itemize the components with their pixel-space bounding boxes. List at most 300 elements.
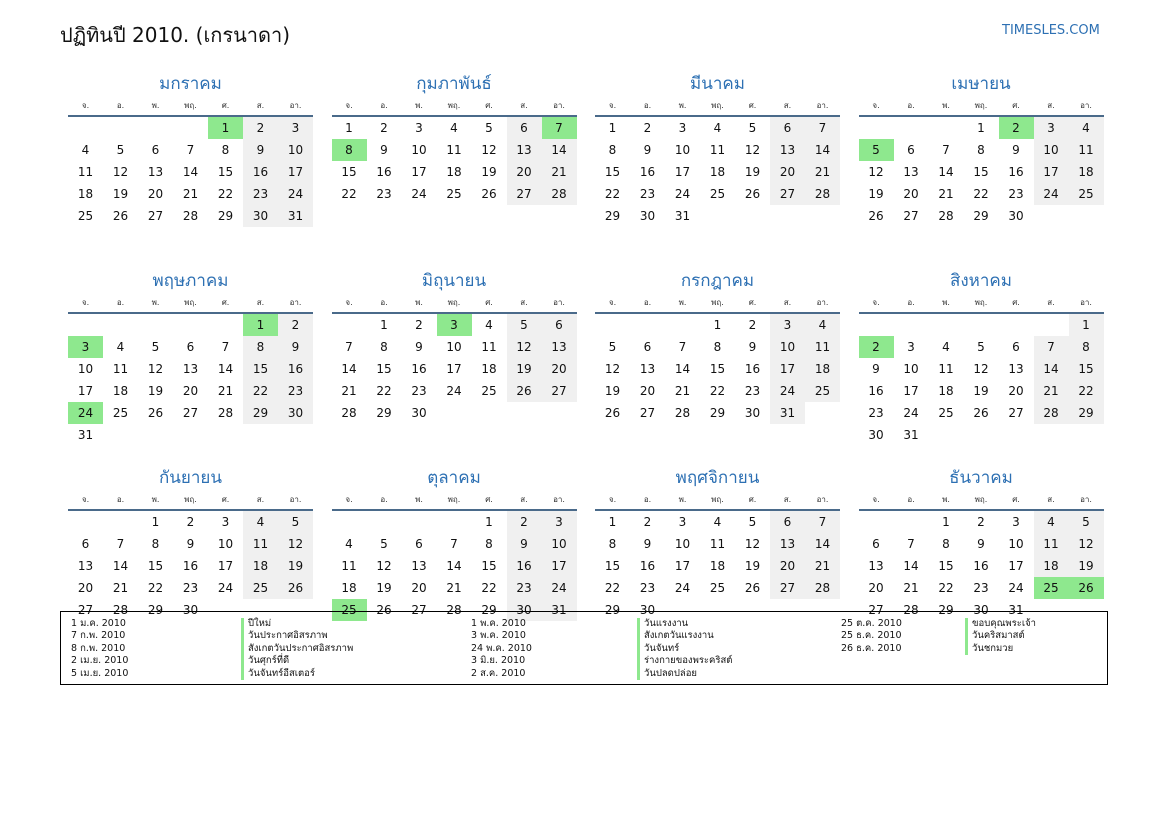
weekday-label: อ.: [380, 298, 388, 307]
weekday-label: พ.: [942, 495, 950, 504]
empty-cell: [929, 117, 964, 139]
legend-date: 25 ต.ค. 2010: [841, 618, 902, 629]
day-cell: 31: [542, 599, 577, 621]
day-cell: 31: [1008, 603, 1024, 617]
day-cell: 20: [1008, 384, 1024, 398]
month-name: กันยายน: [158, 468, 222, 488]
empty-cell: [103, 117, 138, 139]
day-cell: 14: [805, 139, 840, 161]
day-cell: 4: [713, 121, 722, 135]
day-cell: 17: [217, 559, 234, 573]
day-cell: 24: [1008, 581, 1024, 595]
day-cell: 25: [1069, 183, 1104, 205]
weekday-label: พ.: [415, 298, 423, 307]
day-cell: 14: [805, 533, 840, 555]
weekday-label: อา.: [553, 495, 565, 504]
day-cell: 6: [81, 537, 90, 551]
day-cell: 16: [639, 559, 656, 573]
day-cell: 7: [1034, 336, 1069, 358]
weekday-label: ส.: [1047, 101, 1055, 110]
holiday-day-cell: 8: [332, 139, 367, 161]
weekday-label: ส.: [256, 495, 265, 504]
day-cell: 8: [713, 340, 722, 354]
day-cell: 9: [507, 533, 542, 555]
day-cell: 31: [77, 428, 94, 442]
day-cell: 1: [942, 515, 950, 529]
day-cell: 25: [805, 380, 840, 402]
day-cell: 9: [643, 537, 652, 551]
month-block: [859, 269, 1104, 445]
day-cell: 2: [977, 515, 985, 529]
day-cell: 1: [485, 515, 493, 529]
day-cell: 28: [674, 406, 691, 420]
day-cell: 4: [81, 143, 90, 157]
legend-date-column: [71, 618, 128, 680]
legend-date: 1 พ.ค. 2010: [471, 618, 526, 629]
day-cell: 23: [182, 581, 199, 595]
weekday-label: อา.: [816, 298, 829, 307]
weekday-label: ส.: [520, 101, 528, 110]
holiday-day-cell: 2: [859, 336, 894, 358]
empty-cell: [173, 117, 208, 139]
day-cell: 19: [973, 384, 989, 398]
day-cell: 25: [709, 187, 726, 201]
legend-date: 24 พ.ค. 2010: [471, 642, 532, 654]
weekday-label: พ.: [151, 298, 160, 307]
day-cell: 19: [1069, 555, 1104, 577]
day-cell: 9: [872, 362, 880, 376]
site-link[interactable]: TIMESLES.COM: [1002, 23, 1100, 38]
weekday-label: อา.: [1080, 495, 1092, 504]
weekday-label: พ.: [151, 101, 160, 110]
day-cell: 24: [770, 380, 805, 402]
empty-cell: [859, 314, 894, 336]
day-cell: 21: [182, 187, 199, 201]
weekday-label: พ.: [415, 101, 423, 110]
empty-cell: [437, 511, 472, 533]
day-cell: 18: [112, 384, 129, 398]
day-cell: 27: [639, 406, 656, 420]
day-cell: 27: [770, 183, 805, 205]
day-cell: 15: [341, 165, 357, 179]
day-cell: 15: [147, 559, 164, 573]
day-cell: 24: [903, 406, 919, 420]
day-cell: 23: [639, 187, 656, 201]
day-cell: 15: [604, 559, 621, 573]
day-cell: 27: [507, 183, 542, 205]
day-cell: 25: [77, 209, 94, 223]
day-cell: 29: [709, 406, 726, 420]
day-cell: 28: [446, 603, 462, 617]
month-name: กุมภาพันธ์: [416, 74, 492, 94]
day-cell: 7: [186, 143, 195, 157]
legend-date: 26 ธ.ค. 2010: [841, 642, 902, 654]
day-grid: [68, 314, 313, 446]
day-cell: 15: [938, 559, 954, 573]
day-cell: 18: [243, 555, 278, 577]
legend-date: 8 ก.พ. 2010: [71, 642, 126, 654]
day-cell: 10: [542, 533, 577, 555]
day-grid: [859, 511, 1104, 621]
day-cell: 28: [903, 603, 919, 617]
day-cell: 20: [770, 555, 805, 577]
month-name: สิงหาคม: [949, 271, 1012, 291]
holiday-day-cell: 3: [68, 336, 103, 358]
day-cell: 19: [112, 187, 129, 201]
day-cell: 26: [604, 406, 621, 420]
day-cell: 23: [243, 183, 278, 205]
day-cell: 14: [938, 165, 954, 179]
weekday-label: อา.: [289, 495, 302, 504]
month-name: กรกฎาคม: [680, 271, 755, 291]
weekday-label: อา.: [1080, 298, 1092, 307]
day-cell: 8: [243, 336, 278, 358]
empty-cell: [367, 511, 402, 533]
weekday-label: ส.: [520, 298, 528, 307]
day-cell: 15: [604, 165, 621, 179]
day-cell: 14: [674, 362, 691, 376]
day-cell: 18: [1069, 161, 1104, 183]
day-cell: 18: [1034, 555, 1069, 577]
day-cell: 18: [77, 187, 94, 201]
legend-holiday-name: ร่างกายของพระคริสต์: [637, 655, 732, 667]
day-cell: 13: [542, 336, 577, 358]
day-cell: 4: [485, 318, 493, 332]
day-cell: 6: [542, 314, 577, 336]
empty-cell: [894, 314, 929, 336]
legend-holiday-name: วันจันทร์: [637, 643, 732, 655]
day-cell: 21: [217, 384, 234, 398]
page-title: ปฏิทินปี 2010. (เกรนาดา): [60, 23, 291, 47]
day-cell: 17: [446, 362, 462, 376]
day-cell: 17: [278, 161, 313, 183]
day-cell: 18: [446, 165, 462, 179]
day-cell: 6: [643, 340, 652, 354]
legend-holiday-name: วันแรงงาน: [637, 618, 732, 630]
day-cell: 22: [604, 581, 621, 595]
weekday-label: พฤ.: [974, 298, 988, 307]
day-cell: 11: [446, 143, 462, 157]
legend-holiday-name: วันคริสมาสต์: [965, 630, 1036, 642]
day-cell: 3: [678, 515, 687, 529]
day-cell: 28: [805, 577, 840, 599]
day-cell: 6: [872, 537, 880, 551]
day-cell: 1: [345, 121, 353, 135]
day-cell: 19: [278, 555, 313, 577]
day-cell: 9: [643, 143, 652, 157]
day-cell: 16: [278, 358, 313, 380]
day-cell: 23: [411, 384, 427, 398]
day-cell: 6: [770, 511, 805, 533]
empty-cell: [964, 314, 999, 336]
day-cell: 11: [805, 336, 840, 358]
month-name: มิถุนายน: [421, 271, 487, 291]
legend-holiday-name: วันศุกร์ที่ดี: [241, 655, 353, 667]
day-cell: 26: [744, 187, 761, 201]
weekday-label: พฤ.: [711, 495, 724, 504]
day-grid: [859, 117, 1104, 227]
day-cell: 11: [938, 362, 954, 376]
empty-cell: [929, 314, 964, 336]
day-cell: 14: [446, 559, 462, 573]
day-cell: 15: [481, 559, 497, 573]
day-cell: 8: [221, 143, 230, 157]
weekday-label: จ.: [608, 495, 617, 504]
day-cell: 22: [709, 384, 726, 398]
day-cell: 3: [770, 314, 805, 336]
weekday-header: [859, 490, 1104, 511]
day-cell: 24: [446, 384, 462, 398]
day-cell: 7: [345, 340, 353, 354]
weekday-label: ศ.: [748, 298, 757, 307]
day-cell: 25: [481, 384, 497, 398]
legend-holiday-name: สังเกตวันแรงงาน: [637, 630, 732, 642]
day-cell: 9: [380, 143, 388, 157]
day-cell: 27: [542, 380, 577, 402]
day-cell: 10: [1034, 139, 1069, 161]
day-cell: 30: [411, 406, 427, 420]
day-cell: 2: [415, 318, 423, 332]
day-cell: 7: [805, 511, 840, 533]
day-grid: [332, 314, 577, 424]
day-cell: 25: [709, 581, 726, 595]
month-name: ตุลาคม: [427, 468, 481, 488]
weekday-label: จ.: [345, 298, 353, 307]
weekday-label: อา.: [816, 101, 829, 110]
legend-holiday-name: วันชกมวย: [965, 643, 1036, 655]
day-cell: 4: [805, 314, 840, 336]
day-cell: 12: [481, 143, 497, 157]
month-name: มกราคม: [159, 74, 222, 94]
day-cell: 9: [748, 340, 757, 354]
day-cell: 15: [243, 358, 278, 380]
day-grid: [332, 117, 577, 205]
day-cell: 15: [973, 165, 989, 179]
day-cell: 30: [744, 406, 761, 420]
day-cell: 17: [770, 358, 805, 380]
day-cell: 31: [770, 402, 805, 424]
day-cell: 26: [973, 406, 989, 420]
day-grid: [595, 117, 840, 227]
weekday-label: พฤ.: [447, 101, 461, 110]
day-cell: 20: [639, 384, 656, 398]
day-cell: 17: [903, 384, 919, 398]
day-grid: [332, 511, 577, 621]
day-cell: 13: [147, 165, 164, 179]
day-cell: 10: [411, 143, 427, 157]
weekday-label: ศ.: [221, 298, 230, 307]
day-cell: 2: [243, 117, 278, 139]
day-cell: 10: [674, 143, 691, 157]
day-cell: 13: [1008, 362, 1024, 376]
weekday-label: พ.: [678, 298, 687, 307]
weekday-label: ส.: [256, 298, 265, 307]
weekday-label: พฤ.: [974, 101, 988, 110]
day-cell: 6: [151, 143, 160, 157]
day-cell: 29: [604, 209, 621, 223]
day-cell: 12: [112, 165, 129, 179]
empty-cell: [68, 511, 103, 533]
holiday-day-cell: 3: [437, 314, 472, 336]
day-cell: 22: [341, 187, 357, 201]
day-cell: 17: [674, 165, 691, 179]
day-cell: 17: [411, 165, 427, 179]
weekday-label: พฤ.: [184, 298, 197, 307]
day-cell: 28: [805, 183, 840, 205]
day-cell: 9: [415, 340, 423, 354]
day-cell: 12: [1069, 533, 1104, 555]
day-cell: 21: [938, 187, 954, 201]
day-cell: 14: [341, 362, 357, 376]
legend-date: 2 เม.ย. 2010: [71, 655, 129, 667]
month-block: [595, 72, 840, 248]
day-cell: 23: [376, 187, 392, 201]
weekday-label: อ.: [380, 495, 388, 504]
day-cell: 29: [147, 603, 164, 617]
day-cell: 10: [1008, 537, 1024, 551]
weekday-label: ศ.: [485, 298, 493, 307]
day-cell: 8: [608, 143, 617, 157]
day-cell: 14: [542, 139, 577, 161]
day-cell: 28: [112, 603, 129, 617]
day-cell: 5: [748, 121, 757, 135]
day-cell: 22: [1069, 380, 1104, 402]
day-cell: 23: [744, 384, 761, 398]
day-cell: 30: [507, 599, 542, 621]
day-cell: 16: [973, 559, 989, 573]
day-cell: 26: [376, 603, 392, 617]
day-cell: 13: [903, 165, 919, 179]
weekday-label: อ.: [643, 101, 652, 110]
day-cell: 16: [411, 362, 427, 376]
day-cell: 24: [278, 183, 313, 205]
day-cell: 24: [674, 187, 691, 201]
weekday-label: จ.: [872, 298, 880, 307]
day-cell: 16: [182, 559, 199, 573]
day-cell: 2: [643, 515, 652, 529]
weekday-header: [595, 293, 840, 314]
weekday-label: อ.: [380, 101, 388, 110]
month-block: [68, 72, 313, 248]
day-cell: 12: [147, 362, 164, 376]
weekday-label: จ.: [608, 101, 617, 110]
month-name: ธันวาคม: [949, 468, 1013, 488]
legend-date: 25 ธ.ค. 2010: [841, 630, 902, 642]
day-cell: 28: [182, 209, 199, 223]
day-cell: 30: [182, 603, 199, 617]
day-cell: 21: [341, 384, 357, 398]
day-cell: 28: [217, 406, 234, 420]
day-cell: 12: [744, 537, 761, 551]
day-cell: 25: [938, 406, 954, 420]
weekday-label: พฤ.: [711, 298, 724, 307]
weekday-label: ส.: [783, 101, 792, 110]
weekday-header: [332, 293, 577, 314]
weekday-label: อ.: [907, 101, 915, 110]
day-cell: 30: [1008, 209, 1024, 223]
weekday-label: จ.: [81, 101, 90, 110]
day-cell: 17: [674, 559, 691, 573]
day-cell: 19: [507, 358, 542, 380]
day-cell: 20: [542, 358, 577, 380]
day-cell: 19: [868, 187, 884, 201]
day-cell: 11: [481, 340, 497, 354]
weekday-label: พฤ.: [711, 101, 724, 110]
day-cell: 13: [770, 139, 805, 161]
day-cell: 27: [868, 603, 884, 617]
month-block: [332, 269, 577, 445]
day-cell: 23: [507, 577, 542, 599]
day-cell: 29: [243, 402, 278, 424]
weekday-label: พฤ.: [974, 495, 988, 504]
day-cell: 18: [709, 165, 726, 179]
day-cell: 11: [1069, 139, 1104, 161]
day-cell: 23: [278, 380, 313, 402]
weekday-label: อา.: [1080, 101, 1092, 110]
day-cell: 2: [186, 515, 195, 529]
day-cell: 21: [674, 384, 691, 398]
weekday-label: พฤ.: [184, 101, 197, 110]
day-cell: 4: [345, 537, 353, 551]
empty-cell: [173, 314, 208, 336]
day-cell: 1: [713, 318, 722, 332]
weekday-label: ศ.: [1012, 298, 1020, 307]
legend-name-column: [637, 618, 732, 680]
day-cell: 18: [481, 362, 497, 376]
day-cell: 1: [608, 515, 617, 529]
day-cell: 5: [278, 511, 313, 533]
day-cell: 4: [243, 511, 278, 533]
legend-name-column: [965, 618, 1036, 655]
day-cell: 9: [186, 537, 195, 551]
day-cell: 18: [709, 559, 726, 573]
weekday-label: จ.: [81, 298, 90, 307]
day-cell: 1: [1069, 314, 1104, 336]
day-cell: 10: [217, 537, 234, 551]
day-cell: 10: [770, 336, 805, 358]
day-cell: 12: [973, 362, 989, 376]
day-cell: 16: [744, 362, 761, 376]
day-cell: 16: [507, 555, 542, 577]
day-cell: 28: [1034, 402, 1069, 424]
day-cell: 23: [1008, 187, 1024, 201]
day-cell: 29: [217, 209, 234, 223]
day-cell: 24: [1034, 183, 1069, 205]
weekday-label: อ.: [116, 298, 125, 307]
weekday-header: [68, 96, 313, 117]
day-cell: 3: [221, 515, 230, 529]
calendar-grid: [68, 72, 1102, 642]
day-cell: 6: [415, 537, 423, 551]
empty-cell: [138, 314, 173, 336]
day-cell: 12: [868, 165, 884, 179]
day-cell: 19: [604, 384, 621, 398]
day-cell: 4: [713, 515, 722, 529]
day-cell: 4: [942, 340, 950, 354]
day-grid: [859, 314, 1104, 446]
weekday-label: ส.: [783, 495, 792, 504]
day-cell: 20: [411, 581, 427, 595]
day-cell: 31: [903, 428, 919, 442]
day-cell: 3: [415, 121, 423, 135]
day-cell: 20: [77, 581, 94, 595]
day-cell: 7: [221, 340, 230, 354]
month-name: มีนาคม: [690, 74, 745, 94]
day-cell: 1: [151, 515, 160, 529]
day-cell: 8: [485, 537, 493, 551]
day-cell: 10: [903, 362, 919, 376]
weekday-label: อ.: [116, 101, 125, 110]
